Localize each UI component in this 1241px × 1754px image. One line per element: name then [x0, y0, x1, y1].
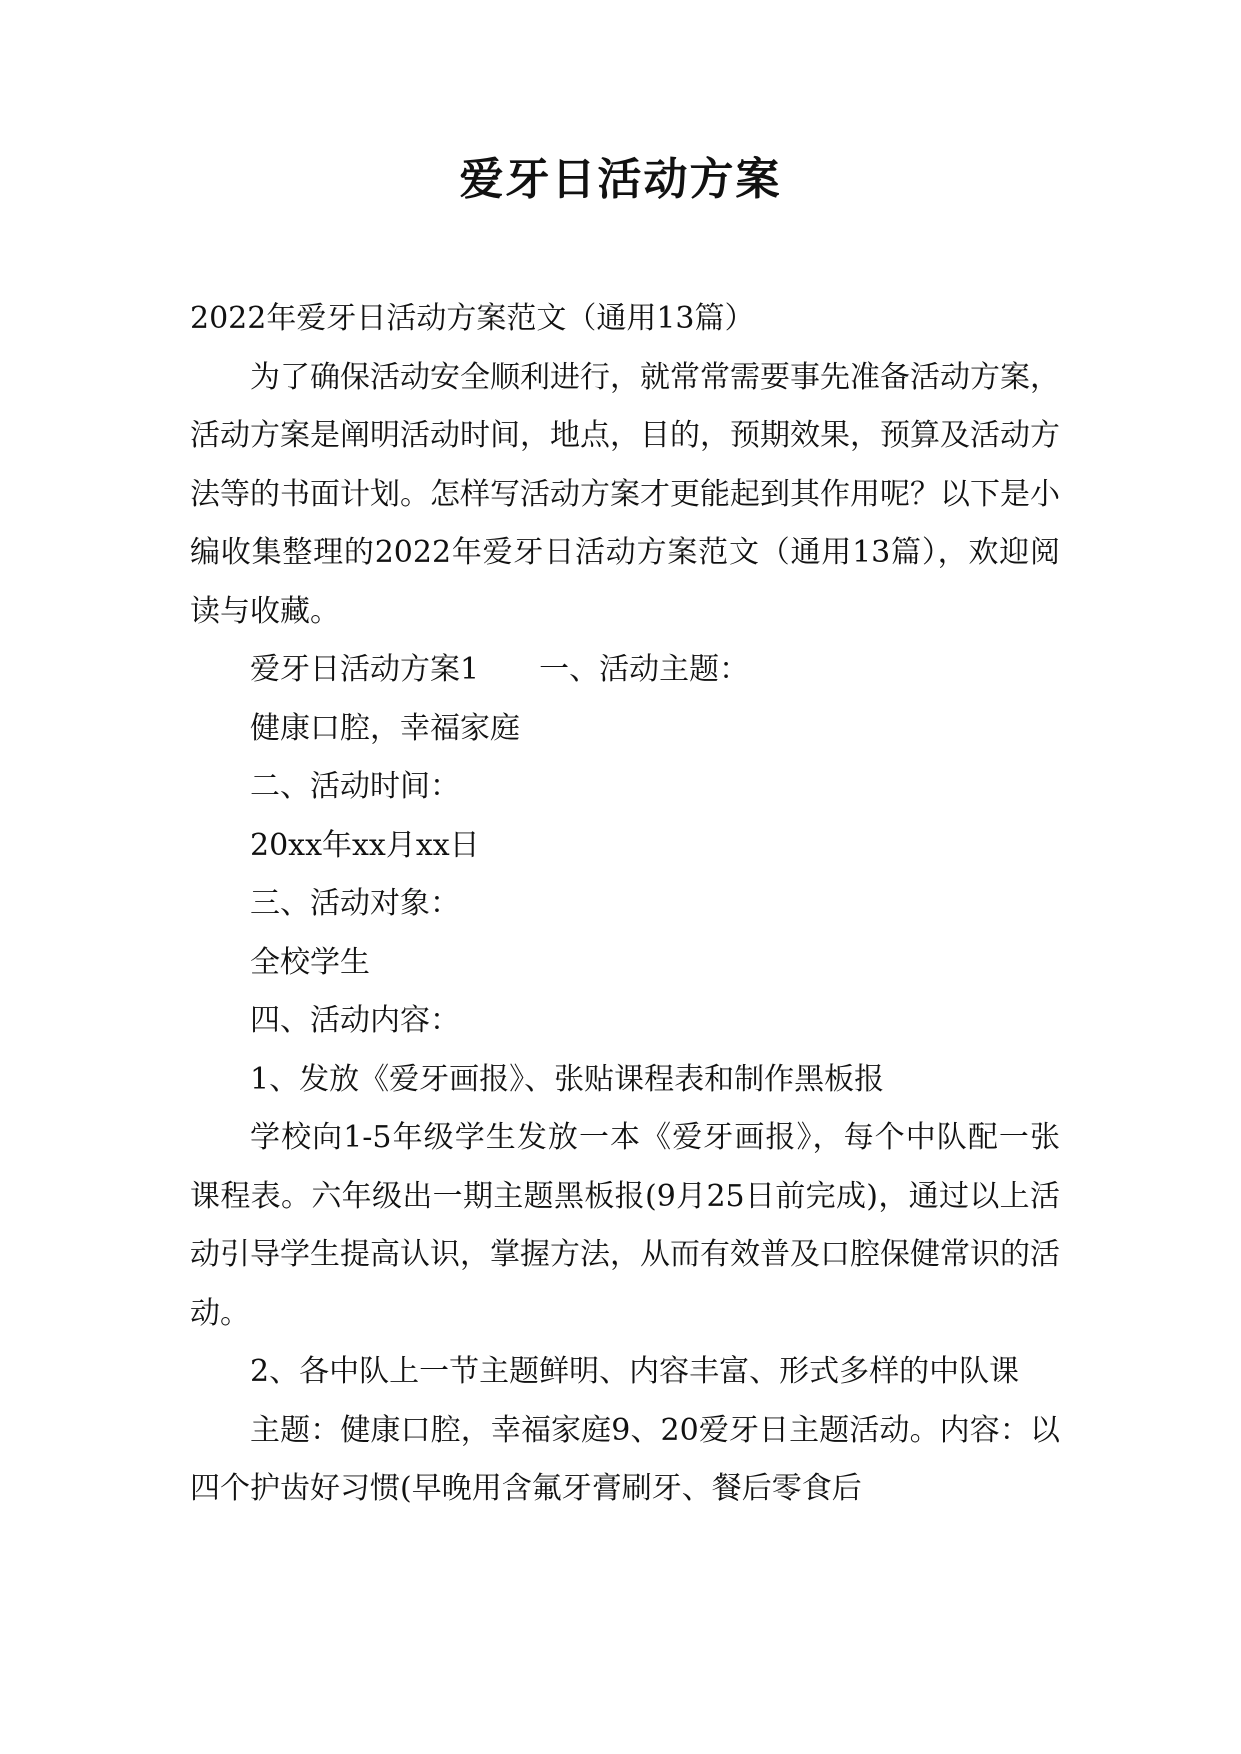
document-title: 爱牙日活动方案: [459, 154, 782, 205]
paragraph-audience: 全校学生: [250, 944, 370, 980]
paragraph-date: 20xx年xx月xx日: [250, 827, 480, 863]
paragraph-item-2: 2、各中队上一节主题鲜明、内容丰富、形式多样的中队课: [250, 1354, 1020, 1389]
document-body: [190, 290, 1060, 1519]
paragraph-time-label: 二、活动时间：: [250, 769, 460, 804]
paragraph-audience-label: 三、活动对象：: [250, 886, 460, 921]
paragraph-item-1-detail: 学校向1-5年级学生发放一本《爱牙画报》，每个中队配一张课程表。六年级出一期主题黑板报(9月25日前完成)，通过以上活动引导学生提高认识，掌握方法，从而有效普及口腔保健常识的活动。: [190, 1120, 1060, 1331]
paragraph-item-1: 1、发放《爱牙画报》、张贴课程表和制作黑板报: [250, 1061, 885, 1097]
paragraph-content-label: 四、活动内容：: [250, 1003, 460, 1038]
paragraph-intro: 为了确保活动安全顺利进行，就常常需要事先准备活动方案，活动方案是阐明活动时间，地点，目的，预期效果，预算及活动方法等的书面计划。怎样写活动方案才更能起到其作用呢？以下是小编收集整理的2022年爱牙日活动方案范文（通用13篇），欢迎阅读与收藏。: [190, 359, 1060, 629]
paragraph-item-2-detail: 主题：健康口腔，幸福家庭9、20爱牙日主题活动。内容：以四个护齿好习惯(早晚用含氟牙膏刷牙、餐后零食后: [190, 1412, 1060, 1506]
paragraph-plan-1-theme-label: 爱牙日活动方案1 一、活动主题：: [250, 652, 750, 687]
paragraph-theme: 健康口腔，幸福家庭: [250, 710, 520, 746]
paragraph-heading: 2022年爱牙日活动方案范文（通用13篇）: [190, 301, 755, 336]
